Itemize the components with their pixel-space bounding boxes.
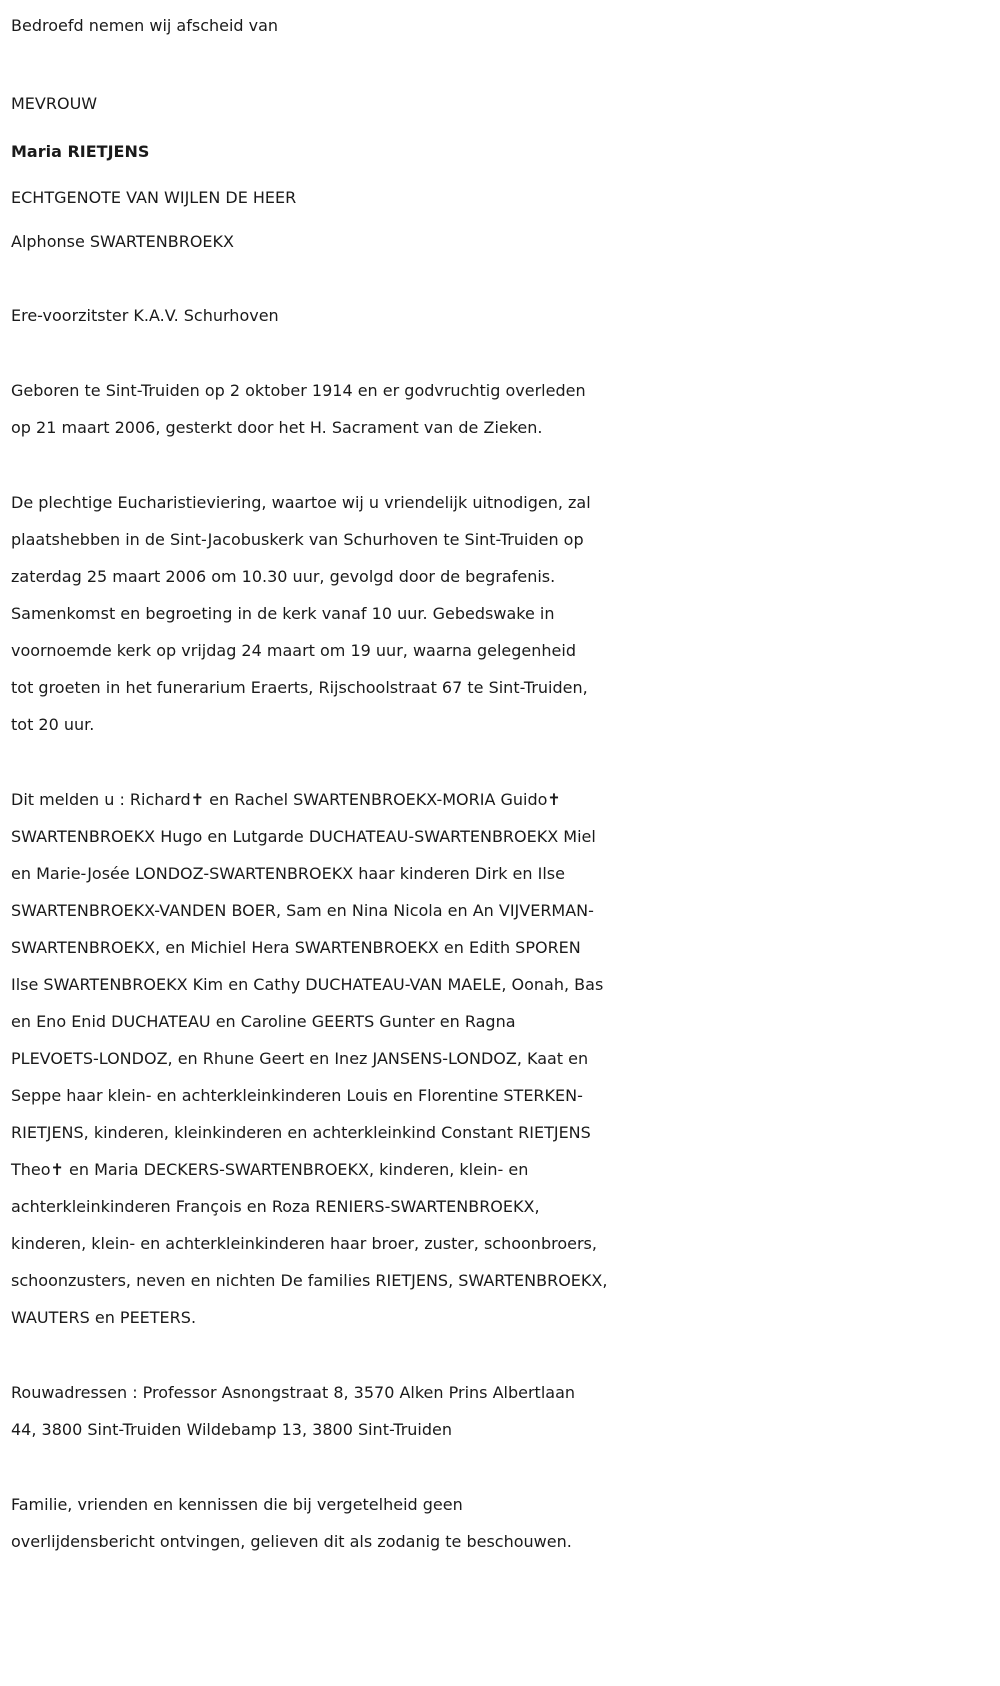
family-line: Seppe haar klein- en achterkleinkinderen Louis en Florentine STERKEN- [11, 1086, 583, 1105]
title-prefix: MEVROUW [11, 94, 98, 113]
ceremony-line: tot groeten in het funerarium Eraerts, Rijschoolstraat 67 te Sint-Truiden, [11, 678, 588, 697]
family-line: en Eno Enid DUCHATEAU en Caroline GEERTS Gunter en Ragna [11, 1012, 516, 1031]
closing-line: Familie, vrienden en kennissen die bij vergetelheid geen [11, 1495, 463, 1514]
spacer [11, 743, 991, 781]
family-line: en Marie-Josée LONDOZ-SWARTENBROEKX haar kinderen Dirk en Ilse [11, 864, 565, 883]
role-text: Ere-voorzitster K.A.V. Schurhoven [11, 306, 279, 325]
closing-paragraph [11, 1486, 991, 1560]
address-line: Rouwadressen : Professor Asnongstraat 8, 3570 Alken Prins Albertlaan [11, 1383, 576, 1402]
addresses-paragraph [11, 1374, 991, 1448]
ceremony-line: voornoemde kerk op vrijdag 24 maart om 19 uur, waarna gelegenheid [11, 641, 576, 660]
spacer [11, 1448, 991, 1486]
family-line: Theo✝ en Maria DECKERS-SWARTENBROEKX, kinderen, klein- en [11, 1160, 529, 1179]
birth-death-line: Geboren te Sint-Truiden op 2 oktober 1914 en er godvruchtig overleden [11, 381, 586, 400]
spacer [11, 46, 991, 80]
family-line: WAUTERS en PEETERS. [11, 1308, 197, 1327]
family-line: SWARTENBROEKX, en Michiel Hera SWARTENBROEKX en Edith SPOREN [11, 938, 581, 957]
intro-text: Bedroefd nemen wij afscheid van [11, 16, 279, 35]
family-line: achterkleinkinderen François en Roza RENIERS-SWARTENBROEKX, [11, 1197, 540, 1216]
spouse-line-2: Alphonse SWARTENBROEKX [11, 232, 234, 251]
family-paragraph [11, 781, 991, 1336]
birth-death-paragraph [11, 372, 991, 446]
family-line: SWARTENBROEKX Hugo en Lutgarde DUCHATEAU-SWARTENBROEKX Miel [11, 827, 596, 846]
ceremony-line: Samenkomst en begroeting in de kerk vanaf 10 uur. Gebedswake in [11, 604, 555, 623]
address-line: 44, 3800 Sint-Truiden Wildebamp 13, 3800 Sint-Truiden [11, 1420, 452, 1439]
ceremony-line: tot 20 uur. [11, 715, 95, 734]
ceremony-line: plaatshebben in de Sint-Jacobuskerk van Schurhoven te Sint-Truiden op [11, 530, 584, 549]
family-line: RIETJENS, kinderen, kleinkinderen en achterkleinkind Constant RIETJENS [11, 1123, 591, 1142]
closing-line: overlijdensbericht ontvingen, gelieven dit als zodanig te beschouwen. [11, 1532, 572, 1551]
family-line: Dit melden u : Richard✝ en Rachel SWARTENBROEKX-MORIA Guido✝ [11, 790, 561, 809]
ceremony-line: zaterdag 25 maart 2006 om 10.30 uur, gevolgd door de begrafenis. [11, 567, 556, 586]
spacer [11, 1336, 991, 1374]
family-line: Ilse SWARTENBROEKX Kim en Cathy DUCHATEAU-VAN MAELE, Oonah, Bas [11, 975, 604, 994]
birth-death-line: op 21 maart 2006, gesterkt door het H. Sacrament van de Zieken. [11, 418, 543, 437]
spacer [11, 446, 991, 484]
family-line: PLEVOETS-LONDOZ, en Rhune Geert en Inez JANSENS-LONDOZ, Kaat en [11, 1049, 589, 1068]
spacer [11, 264, 991, 296]
deceased-name: Maria RIETJENS [11, 142, 150, 161]
spouse-line-1: ECHTGENOTE VAN WIJLEN DE HEER [11, 188, 297, 207]
ceremony-line: De plechtige Eucharistieviering, waartoe wij u vriendelijk uitnodigen, zal [11, 493, 591, 512]
spacer [11, 336, 991, 372]
family-line: kinderen, klein- en achterkleinkinderen haar broer, zuster, schoonbroers, [11, 1234, 597, 1253]
ceremony-paragraph [11, 484, 991, 743]
family-line: schoonzusters, neven en nichten De families RIETJENS, SWARTENBROEKX, [11, 1271, 608, 1290]
obituary-document [11, 6, 991, 1560]
family-line: SWARTENBROEKX-VANDEN BOER, Sam en Nina Nicola en An VIJVERMAN- [11, 901, 594, 920]
